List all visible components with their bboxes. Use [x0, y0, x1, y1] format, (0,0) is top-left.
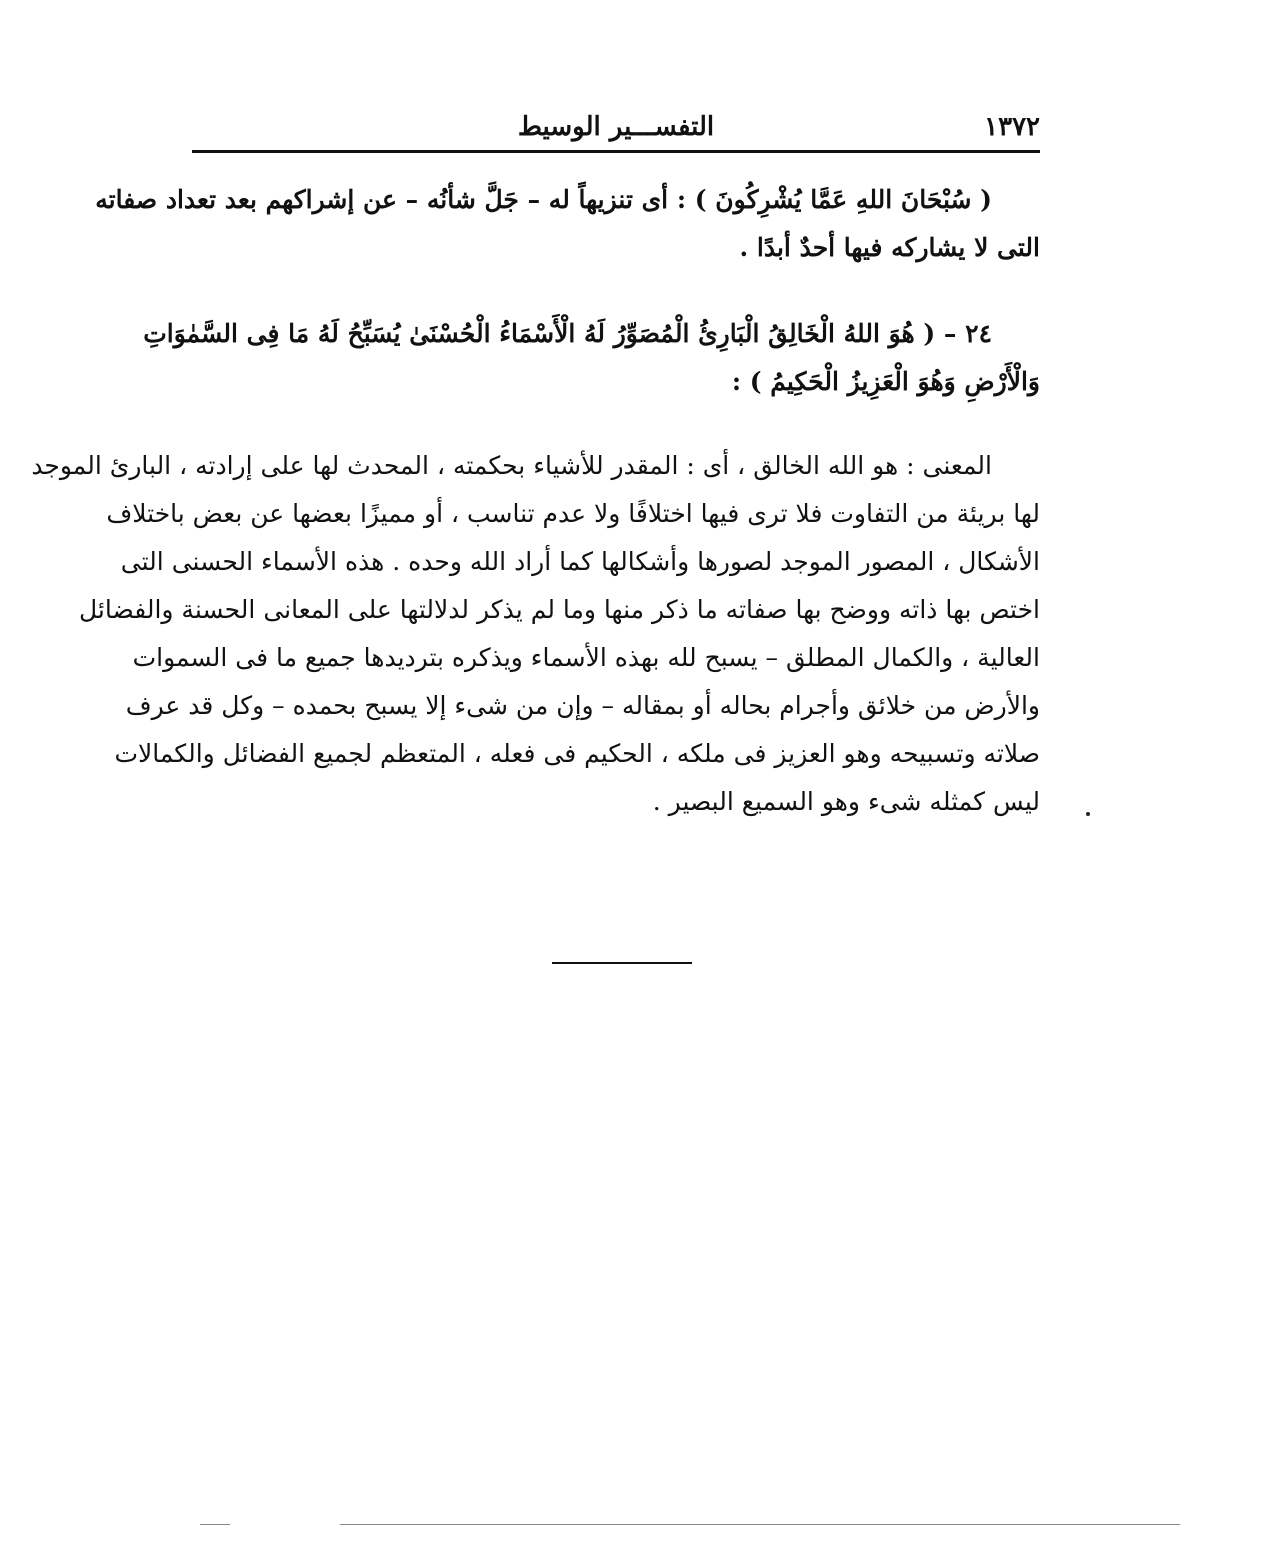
paragraph-line: الأشكال ، المصور الموجد لصورها وأشكالها كما أراد الله وحده . هذه الأسماء الحسنى التى: [120, 547, 1040, 576]
paragraph-line: والأرض من خلائق وأجرام بحاله أو بمقاله – وإن من شىء إلا يسبح بحمده – وكل قد عرف: [125, 691, 1040, 720]
paragraph-line: اختص بها ذاته ووضح بها صفاته ما ذكر منها وما لم يذكر لدلالتها على المعانى الحسنة والفضائل: [79, 595, 1040, 624]
footer-rule: [340, 1524, 1180, 1525]
paragraph-line: ليس كمثله شىء وهو السميع البصير .: [652, 787, 1040, 816]
paragraph-line: العالية ، والكمال المطلق – يسبح لله بهذه الأسماء ويذكره بترديدها جميع ما فى السموات: [132, 643, 1040, 672]
paragraph-line: المعنى : هو الله الخالق ، أى : المقدر للأشياء بحكمته ، المحدث لها على إرادته ، البارئ الموجد: [31, 451, 992, 480]
paragraph-line: التى لا يشاركه فيها أحدٌ أبدًا .: [739, 233, 1040, 262]
paragraph-line: صلاته وتسبيحه وهو العزيز فى ملكه ، الحكيم فى فعله ، المتعظم لجميع الفضائل والكمالات: [114, 739, 1040, 768]
page-header: [192, 108, 1040, 148]
paragraph-line: لها بريئة من التفاوت فلا ترى فيها اختلافًا ولا عدم تناسب ، أو مميزًا بعضها عن بعض باختلاف: [106, 499, 1040, 528]
paragraph-tasbih: [95, 176, 1040, 272]
scan-speck: [1086, 812, 1090, 816]
verse-line: ٢٤ – ( هُوَ اللهُ الْخَالِقُ الْبَارِئُ الْمُصَوِّرُ لَهُ الْأَسْمَاءُ الْحُسْنَىٰ يُسَبِّحُ لَهُ مَا فِى السَّمٰوَاتِ: [143, 319, 992, 348]
footer-rule: [200, 1524, 230, 1525]
header-rule: [192, 150, 1040, 153]
paragraph-meaning: [31, 442, 1040, 826]
paragraph-verse-24: [143, 310, 1040, 406]
running-title: التفســـير الوسيط: [517, 112, 715, 142]
section-end-rule: [552, 962, 692, 964]
page-number: ١٣٧٢: [984, 112, 1040, 142]
paragraph-line: ( سُبْحَانَ اللهِ عَمَّا يُشْرِكُونَ ) : أى تنزيهاً له – جَلَّ شأنُه – عن إشراكهم بعد تعداد صفاته: [95, 185, 992, 214]
verse-line: وَالْأَرْضِ وَهُوَ الْعَزِيزُ الْحَكِيمُ ) :: [731, 367, 1040, 396]
